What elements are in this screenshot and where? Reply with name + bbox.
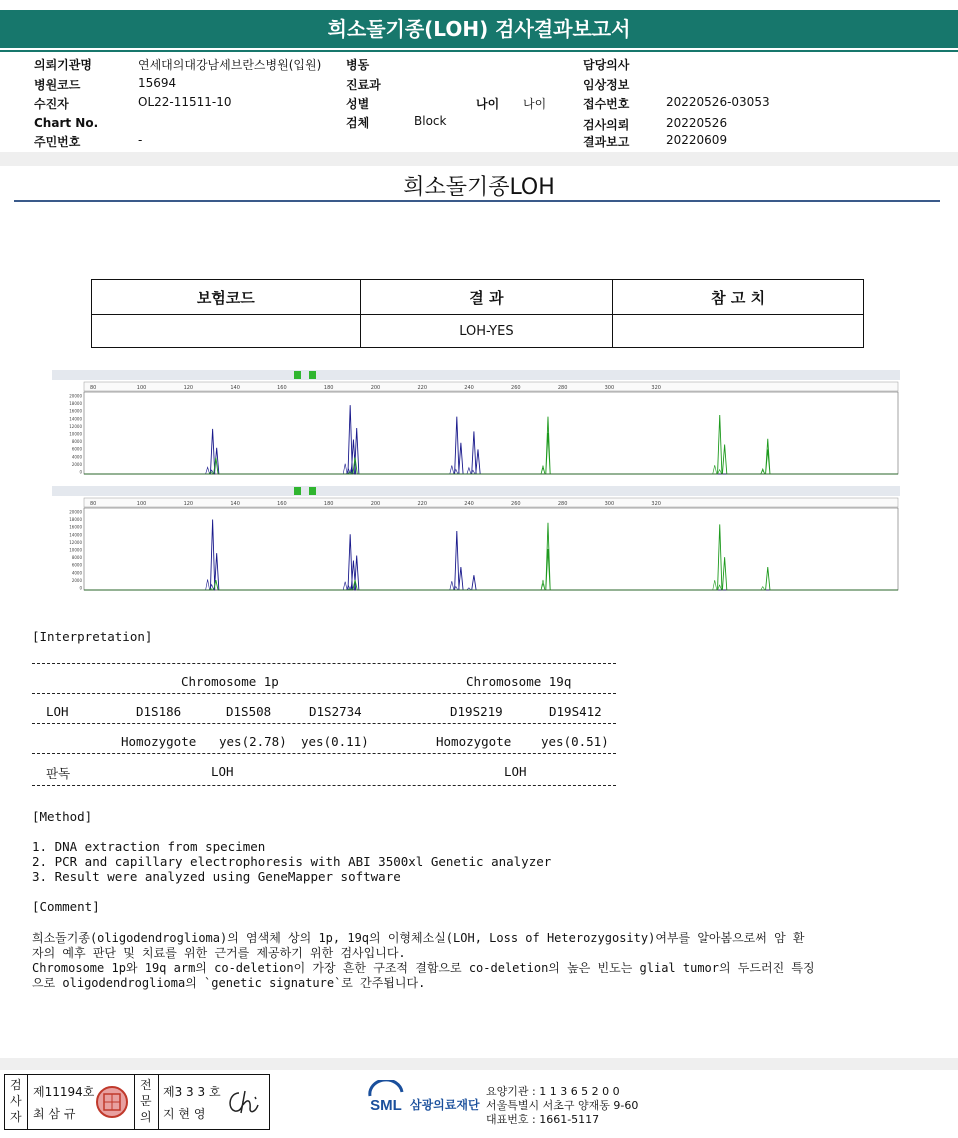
org-name: 삼광의료재단 [410,1098,480,1112]
y-tick-label: 4000 [71,570,82,576]
axis-tick-label: 320 [651,385,661,391]
marker-d1s2734: D1S2734 [309,704,362,719]
verdict-19q: LOH [504,764,527,779]
marker-d1s186: D1S186 [136,704,182,719]
axis-tick-label: 300 [604,501,615,507]
y-tick-label: 20000 [69,393,82,399]
cell-result: LOH-YES [360,315,613,348]
toolbar-button-icon [294,487,301,495]
doctor-label-char: 문 [140,1094,152,1108]
doctor-license-no: 제3 3 3 호 [163,1085,221,1099]
footer-top-band [0,1058,958,1070]
electropherogram-lower [52,486,900,596]
method-line-3: 3. Result were analyzed using GeneMapper software [32,869,401,884]
y-tick-label: 8000 [71,439,82,445]
info-bottom-band [0,152,958,166]
title-underline [14,200,940,202]
y-tick-label: 12000 [69,539,82,545]
axis-tick-label: 80 [90,385,97,391]
info-label-id-no: 주민번호 [34,135,81,149]
y-tick-label: 16000 [69,408,82,414]
info-label-chart-no: Chart No. [34,116,99,130]
info-label-sex: 성별 [346,97,370,111]
plot-frame [84,508,898,590]
value-d1s2734: yes(0.11) [301,734,369,749]
signature-box [4,1074,270,1130]
axis-tick-label: 240 [464,385,474,391]
address-line-1: 요양기관 : 1 1 3 6 5 2 0 0 [486,1085,620,1098]
marker-d19s219: D19S219 [450,704,503,719]
axis-tick-label: 100 [136,501,147,507]
toolbar-strip [52,486,900,496]
y-tick-label: 18000 [69,401,82,407]
axis-tick-label: 140 [230,501,240,507]
toolbar-strip [52,370,900,380]
cell-insurance-code [92,315,361,348]
axis-tick-label: 300 [604,385,615,391]
chr1p-heading: Chromosome 1p [181,674,279,689]
sml-logo-icon [364,1080,408,1120]
axis-tick-label: 200 [370,385,381,391]
verdict-1p: LOH [211,764,234,779]
axis-tick-label: 220 [417,385,428,391]
axis-tick-label: 100 [136,385,147,391]
examiner-license-no: 제11194호 [33,1085,95,1099]
dash-line [32,693,616,694]
header-result: 결 과 [360,280,613,315]
comment-line-4: 으로 oligodendroglioma의 `genetic signature`로 간주됩니다. [32,976,426,990]
dash-line [32,723,616,724]
marker-d1s508: D1S508 [226,704,272,719]
info-value-report-date: 20220609 [666,133,728,147]
y-tick-label: 10000 [69,547,82,553]
comment-line-1: 희소돌기종(oligodendroglioma)의 염색체 상의 1p, 19q의 이형체소실(LOH, Loss of Heterozygosity)여부를 알아봄으로써 암 환 [32,931,805,945]
method-heading: [Method] [32,809,93,824]
size-axis [84,498,898,507]
cell-reference [613,315,864,348]
dash-line [32,663,616,664]
method-line-2: 2. PCR and capillary electrophoresis with ABI 3500xl Genetic analyzer [32,854,552,869]
logo-text: SML [370,1097,402,1114]
axis-tick-label: 180 [323,501,334,507]
info-value-receipt-no: 20220526-03053 [666,95,770,109]
toolbar-button-icon [294,371,301,379]
y-tick-label: 8000 [71,555,82,561]
comment-line-3: Chromosome 1p와 19q arm의 co-deletion이 가장 흔한 구조적 결함으로 co-deletion의 높은 빈도는 glial tumor의 두드러진 특징 [32,961,815,975]
y-tick-label: 12000 [69,423,82,429]
interpretation-heading: [Interpretation] [32,629,153,644]
y-tick-label: 6000 [71,446,82,452]
info-label-hospital: 의뢰기관명 [34,58,92,72]
y-tick-label: 6000 [71,562,82,568]
address-line-2: 서울특별시 서초구 양재동 9-60 [486,1099,639,1112]
axis-tick-label: 220 [417,501,428,507]
header-reference: 참 고 치 [613,280,864,315]
axis-tick-label: 120 [183,501,194,507]
marker-d19s412: D19S412 [549,704,602,719]
comment-line-2: 자의 예후 판단 및 치료를 위한 근거를 제공하기 위한 검사입니다. [32,946,406,960]
value-d1s508: yes(2.78) [219,734,287,749]
info-value-patient: OL22-11511-10 [138,95,232,109]
axis-tick-label: 80 [90,501,97,507]
axis-tick-label: 200 [370,501,381,507]
info-label-report-date: 결과보고 [583,135,630,149]
comment-heading: [Comment] [32,899,100,914]
chr19q-heading: Chromosome 19q [466,674,572,689]
info-label-clinical: 임상정보 [583,78,630,92]
info-label-patient: 수진자 [34,97,69,111]
axis-tick-label: 260 [511,385,521,391]
info-value-hospital-code: 15694 [138,76,177,90]
signature-icon [225,1087,265,1119]
info-label-age: 나이 [476,97,500,111]
doctor-label-char: 의 [140,1110,152,1124]
axis-tick-label: 160 [277,501,287,507]
header-insurance-code: 보험코드 [92,280,361,315]
info-value-id-no: - [138,133,143,147]
examiner-label-char: 사 [10,1094,22,1108]
y-tick-label: 14000 [69,416,82,422]
method-line-1: 1. DNA extraction from specimen [32,839,266,854]
info-value-request-date: 20220526 [666,116,728,130]
axis-tick-label: 240 [464,501,474,507]
header-divider [0,50,958,52]
plot-frame [84,392,898,474]
info-label-ward: 병동 [346,58,370,72]
doctor-name: 지 현 영 [163,1107,206,1121]
doctor-label-char: 전 [140,1078,152,1092]
info-value-age: 나이 [523,97,547,111]
loh-label: LOH [46,704,69,719]
doctor-label [140,1077,152,1125]
examiner-label [10,1077,22,1125]
y-tick-label: 10000 [69,431,82,437]
axis-tick-label: 260 [511,501,521,507]
seal-stamp-icon [95,1085,129,1119]
dash-line [32,753,616,754]
result-table [91,279,864,348]
info-label-request-date: 검사의뢰 [583,118,630,132]
axis-tick-label: 280 [557,385,568,391]
y-tick-label: 14000 [69,532,82,538]
address-line-3: 대표번호 : 1661-5117 [486,1113,600,1126]
info-value-specimen: Block [414,114,447,128]
examiner-label-char: 검 [10,1078,22,1092]
axis-tick-label: 180 [323,385,334,391]
axis-tick-label: 280 [557,501,568,507]
examiner-label-char: 자 [10,1110,22,1124]
report-title: 희소돌기종LOH [403,175,555,200]
examiner-name: 최 삼 규 [33,1107,76,1121]
toolbar-button-icon [309,487,316,495]
axis-tick-label: 140 [230,385,240,391]
info-label-specimen: 검체 [346,116,370,130]
y-tick-label: 0 [79,585,82,591]
y-tick-label: 18000 [69,517,82,523]
report-header-title: 희소돌기종(LOH) 검사결과보고서 [0,10,958,48]
zygosity-19q: Homozygote [436,734,512,749]
y-tick-label: 0 [79,469,82,475]
axis-tick-label: 320 [651,501,661,507]
info-value-hospital: 연세대의대강남세브란스병원(입원) [138,58,322,72]
dash-line [32,785,616,786]
info-label-receipt-no: 접수번호 [583,97,630,111]
electropherogram-upper [52,370,900,480]
toolbar-button-icon [309,371,316,379]
axis-tick-label: 160 [277,385,287,391]
axis-tick-label: 120 [183,385,194,391]
y-tick-label: 4000 [71,454,82,460]
y-tick-label: 20000 [69,509,82,515]
y-tick-label: 2000 [71,461,82,467]
info-label-department: 진료과 [346,78,381,92]
value-d19s412: yes(0.51) [541,734,609,749]
zygosity-1p: Homozygote [121,734,197,749]
info-label-doctor: 담당의사 [583,58,630,72]
info-label-hospital-code: 병원코드 [34,78,81,92]
y-tick-label: 16000 [69,524,82,530]
y-tick-label: 2000 [71,577,82,583]
verdict-label: 판독 [46,766,71,781]
size-axis [84,382,898,391]
